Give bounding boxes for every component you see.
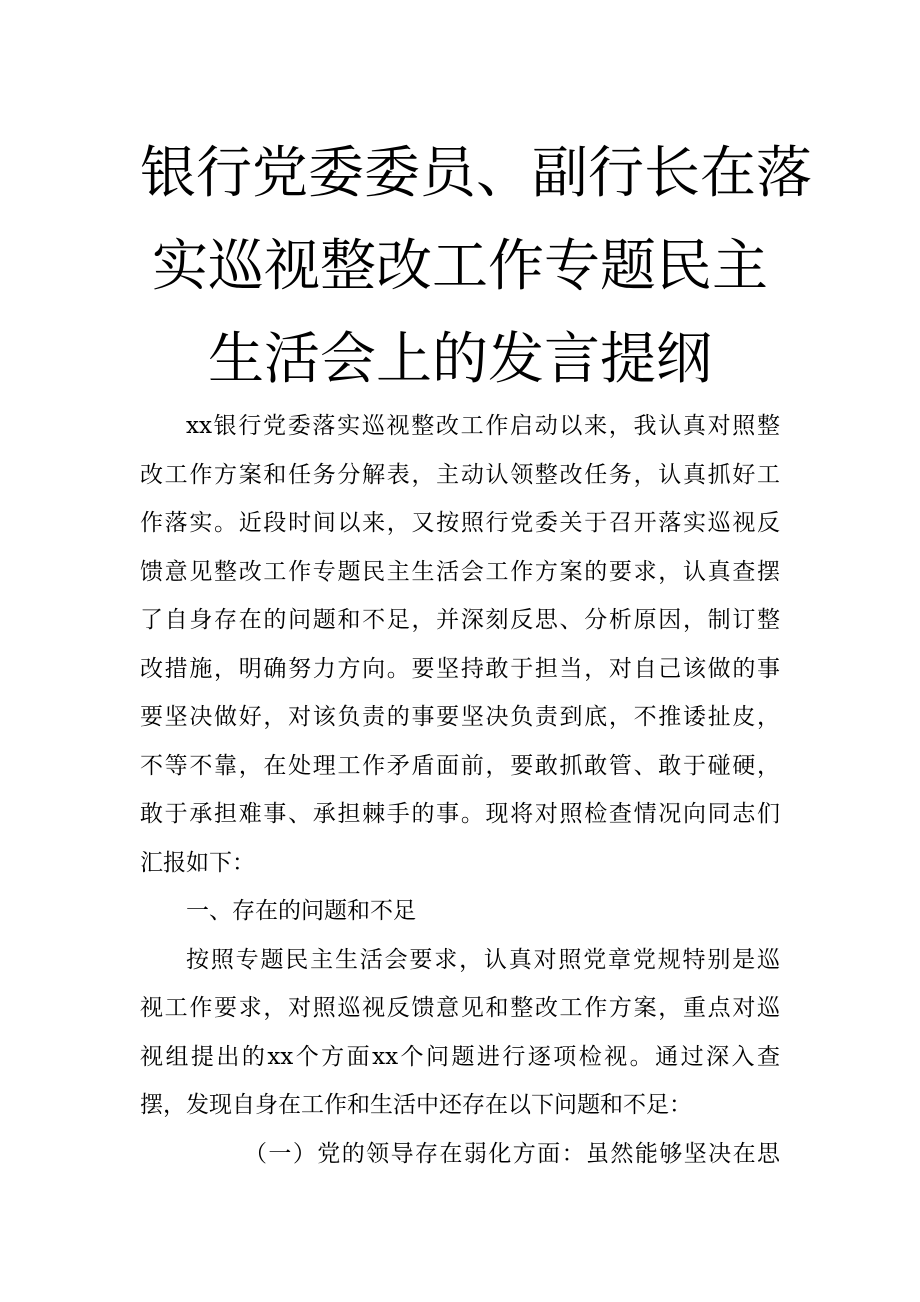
document-body <box>140 402 780 1178</box>
body-line: 要坚决做好，对该负责的事要坚决负责到底，不推诿扯皮， <box>140 704 780 730</box>
body-line: 视组提出的xx个方面xx个问题进行逐项检视。通过深入查 <box>140 1043 780 1070</box>
subsection-line: （一）党的领导存在弱化方面：虽然能够坚决在思 <box>244 1140 780 1167</box>
document-title <box>140 127 812 406</box>
body-line: 改工作方案和任务分解表，主动认领整改任务，认真抓好工 <box>140 461 780 488</box>
body-line: 视工作要求，对照巡视反馈意见和整改工作方案，重点对巡 <box>140 995 780 1021</box>
body-line: 汇报如下： <box>140 849 255 876</box>
title-line: 实巡视整改工作专题民主 <box>152 234 768 299</box>
body-line: 作落实。近段时间以来，又按照行党委关于召开落实巡视反 <box>140 510 780 536</box>
body-line: 摆，发现自身在工作和生活中还存在以下问题和不足： <box>140 1092 692 1118</box>
section-heading: 一、存在的问题和不足 <box>186 898 416 924</box>
body-line: xx银行党委落实巡视整改工作启动以来，我认真对照整 <box>186 413 780 439</box>
body-line: 馈意见整改工作专题民主生活会工作方案的要求，认真查摆 <box>140 558 780 585</box>
body-line: 按照专题民主生活会要求，认真对照党章党规特别是巡 <box>186 946 780 973</box>
body-line: 敢于承担难事、承担棘手的事。现将对照检查情况向同志们 <box>140 801 780 827</box>
title-line: 银行党委委员、副行长在落 <box>140 141 812 206</box>
title-line: 生活会上的发言提纲 <box>208 327 712 392</box>
body-line: 不等不靠，在处理工作矛盾面前，要敢抓敢管、敢于碰硬， <box>140 752 780 779</box>
body-line: 改措施，明确努力方向。要坚持敢于担当，对自己该做的事 <box>140 655 780 682</box>
body-line: 了自身存在的问题和不足，并深刻反思、分析原因，制订整 <box>140 607 780 633</box>
